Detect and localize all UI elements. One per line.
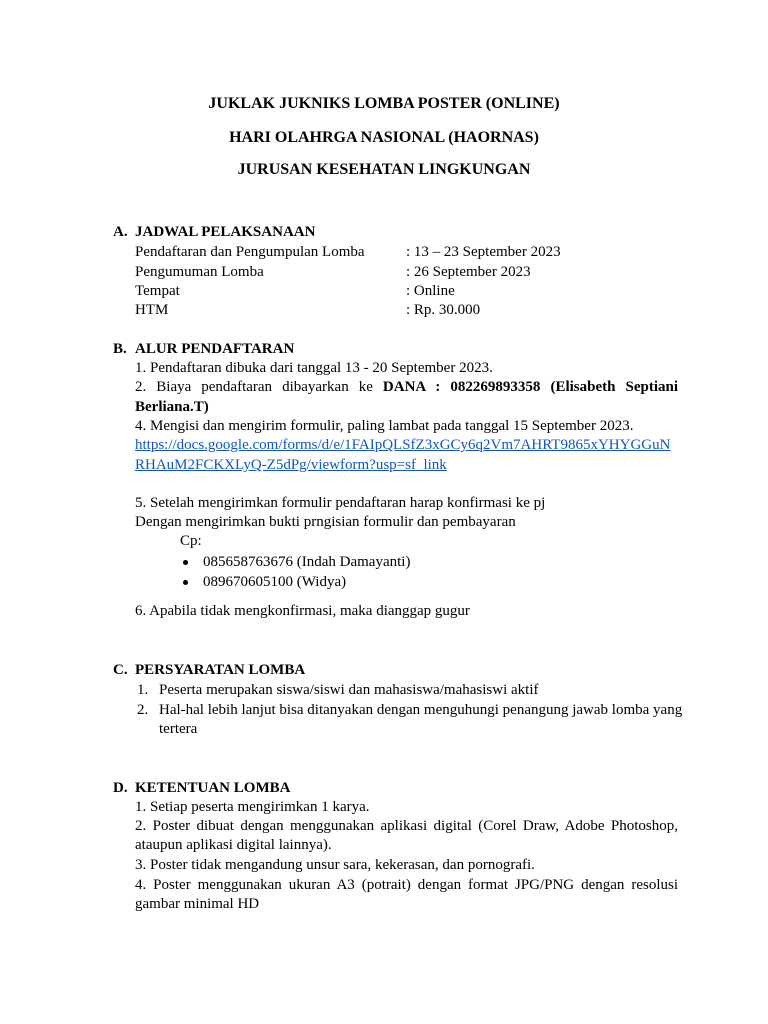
rule-3: 3. Poster tidak mengandung unsur sara, kekerasan, dan pornografi. xyxy=(135,857,535,873)
contact-person-label: Cp: xyxy=(180,533,202,549)
registration-step-2-text: 2. Biaya pendaftaran dibayarkan ke xyxy=(135,379,373,395)
rule-2-continued: ataupun aplikasi digital lainnya). xyxy=(135,837,332,853)
section-d-letter: D. xyxy=(113,780,128,796)
dana-account: DANA : 082269893358 (Elisabeth Septiani xyxy=(382,379,678,395)
registration-step-1: 1. Pendaftaran dibuka dari tanggal 13 - 20 September 2023. xyxy=(135,360,493,376)
schedule-label: Pengumuman Lomba xyxy=(135,264,264,280)
schedule-value: : 26 September 2023 xyxy=(406,264,531,280)
requirement-number: 1. xyxy=(137,682,149,698)
section-a-heading: JADWAL PELAKSANAAN xyxy=(135,224,316,240)
rule-2: 2. Poster dibuat dengan menggunakan aplikasi digital (Corel Draw, Adobe Photoshop, xyxy=(135,818,678,834)
contact-item: 089670605100 (Widya) xyxy=(203,574,347,590)
registration-step-5-continued: Dengan mengirimkan bukti prngisian formulir dan pembayaran xyxy=(135,514,516,530)
section-c-heading: PERSYARATAN LOMBA xyxy=(135,662,306,678)
section-b-letter: B. xyxy=(113,341,127,357)
requirement-text-continued: tertera xyxy=(159,721,198,737)
document-title-line-3: JURUSAN KESEHATAN LINGKUNGAN xyxy=(237,161,531,178)
requirement-number: 2. xyxy=(137,702,149,718)
bullet-icon xyxy=(183,560,188,565)
contact-item: 085658763676 (Indah Damayanti) xyxy=(203,554,411,570)
registration-step-4: 4. Mengisi dan mengirim formulir, paling lambat pada tanggal 15 September 2023. xyxy=(135,418,634,434)
dana-account-name: Berliana.T) xyxy=(135,399,209,415)
section-b-heading: ALUR PENDAFTARAN xyxy=(135,341,295,357)
rule-4: 4. Poster menggunakan ukuran A3 (potrait) dengan format JPG/PNG dengan resolusi xyxy=(135,877,678,893)
section-a-letter: A. xyxy=(113,224,128,240)
requirement-text: Peserta merupakan siswa/siswi dan mahasiswa/mahasiswi aktif xyxy=(159,682,539,698)
registration-step-6: 6. Apabila tidak mengkonfirmasi, maka dianggap gugur xyxy=(135,603,470,619)
rule-1: 1. Setiap peserta mengirimkan 1 karya. xyxy=(135,799,370,815)
section-d-heading: KETENTUAN LOMBA xyxy=(135,780,291,796)
schedule-value: : Online xyxy=(406,283,455,299)
registration-step-5: 5. Setelah mengirimkan formulir pendaftaran harap konfirmasi ke pj xyxy=(135,495,546,511)
registration-step-2 xyxy=(135,378,678,397)
schedule-value: : 13 – 23 September 2023 xyxy=(406,244,561,260)
form-link-continued[interactable]: RHAuM2FCKXLyQ-Z5dPg/viewform?usp=sf_link xyxy=(135,457,447,473)
requirement-text: Hal-hal lebih lanjut bisa ditanyakan dengan menguhungi penangung jawab lomba yang xyxy=(159,702,683,718)
schedule-label: Pendaftaran dan Pengumpulan Lomba xyxy=(135,244,365,260)
rule-4-continued: gambar minimal HD xyxy=(135,896,260,912)
schedule-label: Tempat xyxy=(135,283,180,299)
schedule-label: HTM xyxy=(135,302,169,318)
document-title-line-2: HARI OLAHRGA NASIONAL (HAORNAS) xyxy=(229,129,539,146)
form-link[interactable]: https://docs.google.com/forms/d/e/1FAIpQLSfZ3xGCy6q2Vm7AHRT9865xYHYGGuN xyxy=(135,437,671,453)
schedule-value: : Rp. 30.000 xyxy=(406,302,481,318)
document-title-line-1: JUKLAK JUKNIKS LOMBA POSTER (ONLINE) xyxy=(208,95,560,112)
section-c-letter: C. xyxy=(113,662,128,678)
bullet-icon xyxy=(183,580,188,585)
